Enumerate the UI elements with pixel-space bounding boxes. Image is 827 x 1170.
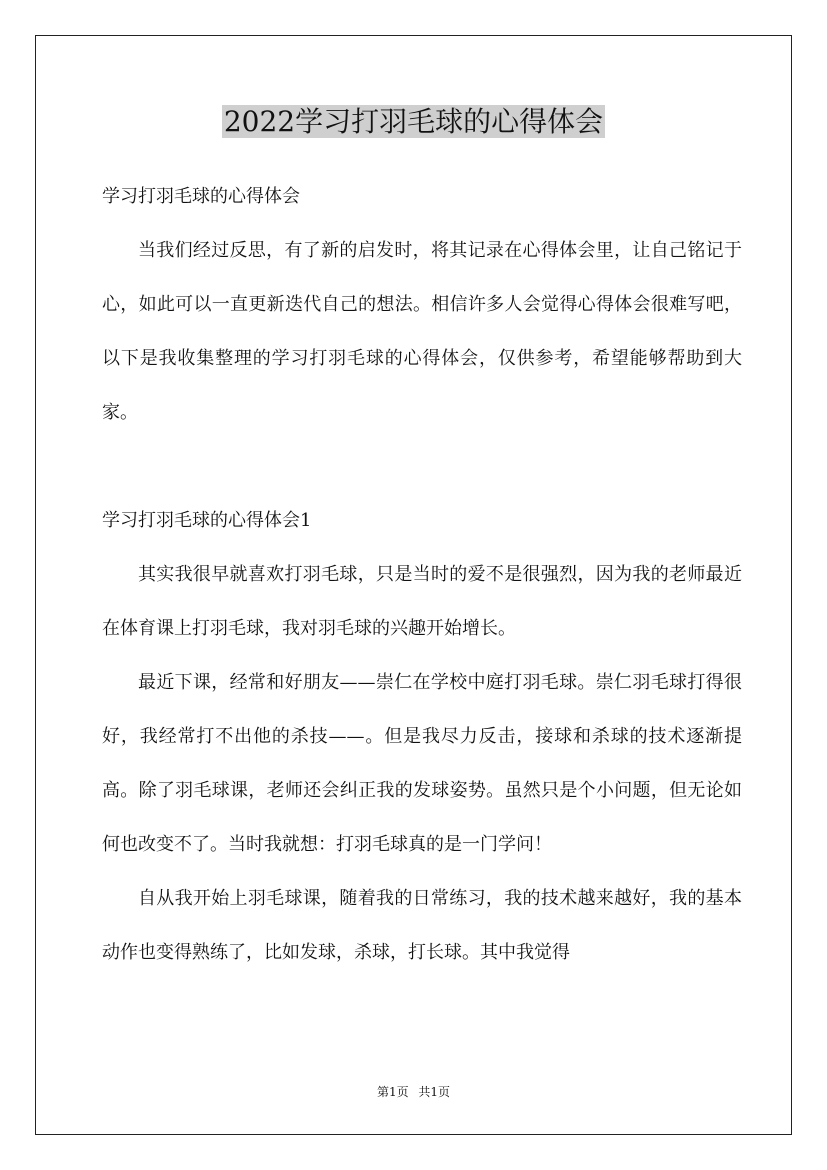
document-body	[102, 170, 742, 980]
section-1-paragraph-1: 其实我很早就喜欢打羽毛球，只是当时的爱不是很强烈，因为我的老师最近在体育课上打羽毛球，我对羽毛球的兴趣开始增长。	[102, 564, 742, 639]
document-title-text: 2022学习打羽毛球的心得体会	[223, 105, 604, 138]
page-footer	[0, 1082, 827, 1102]
document-title	[0, 100, 827, 144]
page-total: 共1页	[418, 1085, 451, 1099]
section-spacer	[102, 440, 742, 494]
section-1-paragraph-2: 最近下课，经常和好朋友——崇仁在学校中庭打羽毛球。崇仁羽毛球打得很好，我经常打不出他的杀技——。但是我尽力反击，接球和杀球的技术逐渐提高。除了羽毛球课，老师还会纠正我的发球姿势。虽然只是个小问题，但无论如何也改变不了。当时我就想：打羽毛球真的是一门学问！	[102, 672, 742, 855]
intro-heading: 学习打羽毛球的心得体会	[102, 186, 300, 207]
intro-paragraph: 当我们经过反思，有了新的启发时，将其记录在心得体会里，让自己铭记于心，如此可以一直更新迭代自己的想法。相信许多人会觉得心得体会很难写吧，以下是我收集整理的学习打羽毛球的心得体会，仅供参考，希望能够帮助到大家。	[102, 240, 742, 423]
section-1-paragraph-3: 自从我开始上羽毛球课，随着我的日常练习，我的技术越来越好，我的基本动作也变得熟练了，比如发球，杀球，打长球。其中我觉得	[102, 888, 742, 963]
section-1-heading: 学习打羽毛球的心得体会1	[102, 510, 312, 531]
page-number: 第1页	[376, 1085, 409, 1099]
